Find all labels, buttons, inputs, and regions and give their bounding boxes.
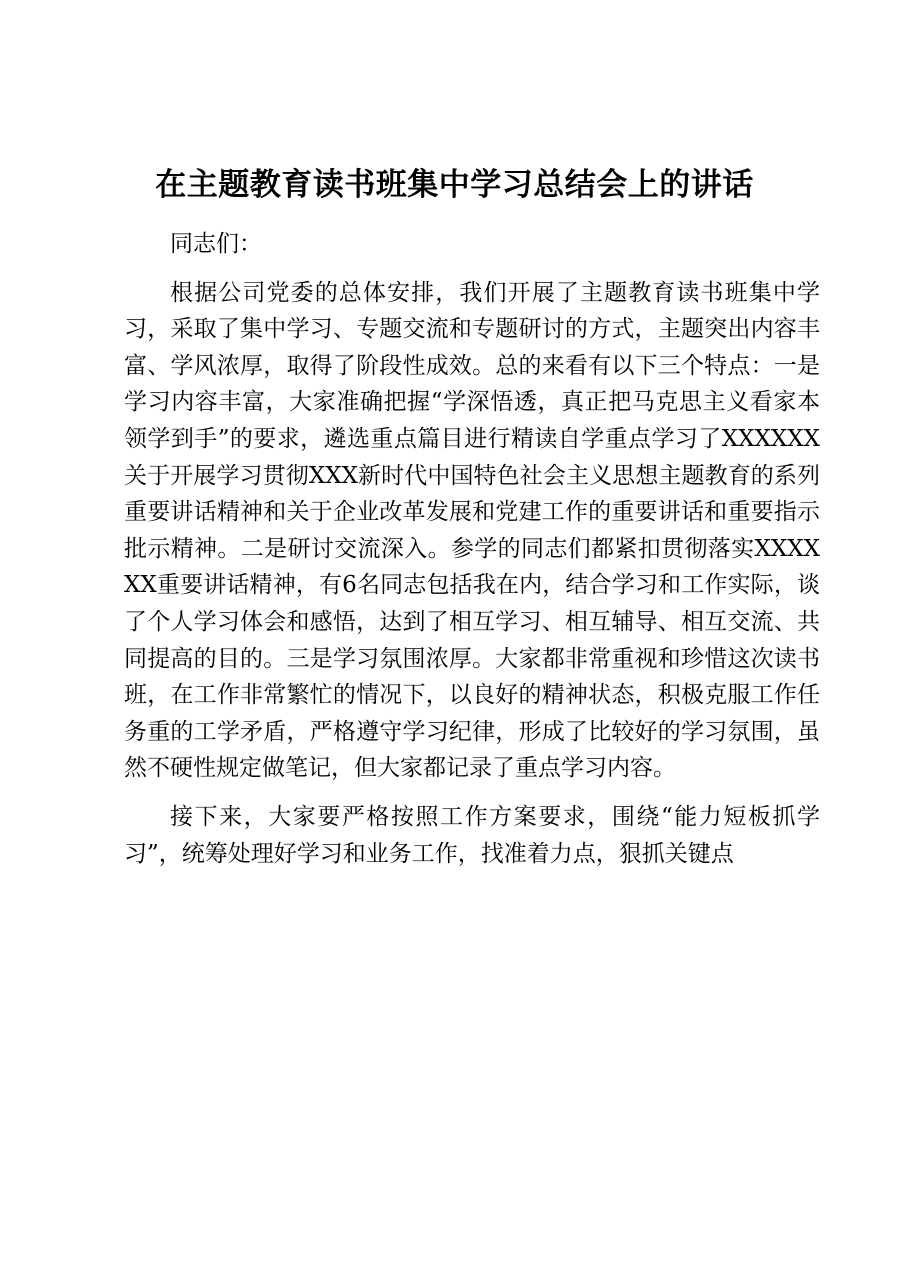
document-body (124, 226, 820, 872)
salutation-paragraph: 同志们： (170, 231, 262, 257)
body-paragraph: 接下来，大家要严格按照工作方案要求，围绕“能力短板抓学习”，统筹处理好学习和业务工作，找准着力点，狠抓关键点 (124, 803, 820, 867)
document-title: 在主题教育读书班集中学习总结会上的讲话 (155, 167, 754, 203)
body-paragraph: 根据公司党委的总体安排，我们开展了主题教育读书班集中学习，采取了集中学习、专题交流和专题研讨的方式，主题突出内容丰富、学风浓厚，取得了阶段性成效。总的来看有以下三个特点：一是学习内容丰富，大家准确把握“学深悟透，真正把马克思主义看家本领学到手”的要求，遴选重点篇目进行精读自学重点学习了XXXXXX关于开展学习贯彻XXX新时代中国特色社会主义思想主题教育的系列重要讲话精神和关于企业改革发展和党建工作的重要讲话和重要指示批示精神。二是研讨交流深入。参学的同志们都紧扣贯彻落实XXXXXX重要讲话精神，有6名同志包括我在内，结合学习和工作实际，谈了个人学习体会和感悟，达到了相互学习、相互辅导、相互交流、共同提高的目的。三是学习氛围浓厚。大家都非常重视和珍惜这次读书班，在工作非常繁忙的情况下，以良好的精神状态，积极克服工作任务重的工学矛盾，严格遵守学习纪律，形成了比较好的学习氛围，虽然不硬性规定做笔记，但大家都记录了重点学习内容。 (124, 279, 820, 782)
